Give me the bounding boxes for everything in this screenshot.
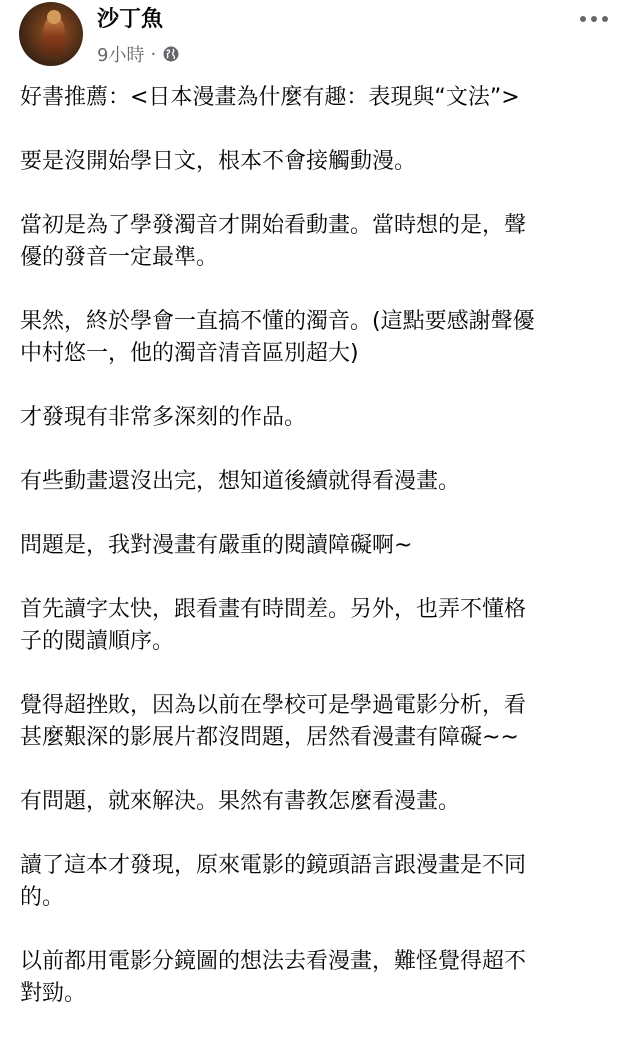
post-paragraph: 以前都用電影分鏡圖的想法去看漫畫，難怪覺得超不 對勁。: [20, 949, 527, 1006]
avatar[interactable]: [19, 2, 83, 66]
post-paragraph: 有些動畫還沒出完，想知道後續就得看漫畫。: [20, 469, 461, 494]
post-paragraph: 要是沒開始學日文，根本不會接觸動漫。: [20, 149, 417, 174]
avatar-head: [47, 10, 61, 24]
author-name[interactable]: 沙丁魚: [97, 7, 164, 32]
post-paragraph: 首先讀字太快，跟看畫有時間差。另外，也弄不懂格 子的閱讀順序。: [20, 597, 527, 654]
post-paragraph: 當初是為了學發濁音才開始看動畫。當時想的是，聲 優的發音一定最準。: [20, 213, 527, 270]
post-time[interactable]: 9小時: [97, 45, 145, 66]
post-meta: [97, 42, 180, 66]
post-paragraph: 讀了這本才發現，原來電影的鏡頭語言跟漫畫是不同 的。: [20, 853, 527, 910]
post-paragraph: 有問題，就來解決。果然有書教怎麼看漫畫。: [20, 789, 461, 814]
post-paragraph: 果然，終於學會一直搞不懂的濁音。(這點要感謝聲優 中村悠一，他的濁音清音區別超大): [20, 309, 535, 366]
globe-icon[interactable]: [162, 45, 180, 63]
post-header: [0, 0, 627, 70]
post-paragraph: 才發現有非常多深刻的作品。: [20, 405, 307, 430]
post-paragraph: 覺得超挫敗，因為以前在學校可是學過電影分析，看 甚麼艱深的影展片都沒問題，居然看漫畫有障礙~~: [20, 693, 527, 750]
more-options-button[interactable]: [577, 8, 611, 30]
post-paragraph: 問題是，我對漫畫有嚴重的閱讀障礙啊~: [20, 533, 413, 558]
more-horizontal-icon: [579, 15, 609, 23]
post-body: [20, 82, 610, 1042]
meta-separator: ·: [150, 43, 157, 65]
post-paragraph: 好書推薦：<日本漫畫為什麼有趣：表現與“文法”>: [20, 85, 520, 110]
